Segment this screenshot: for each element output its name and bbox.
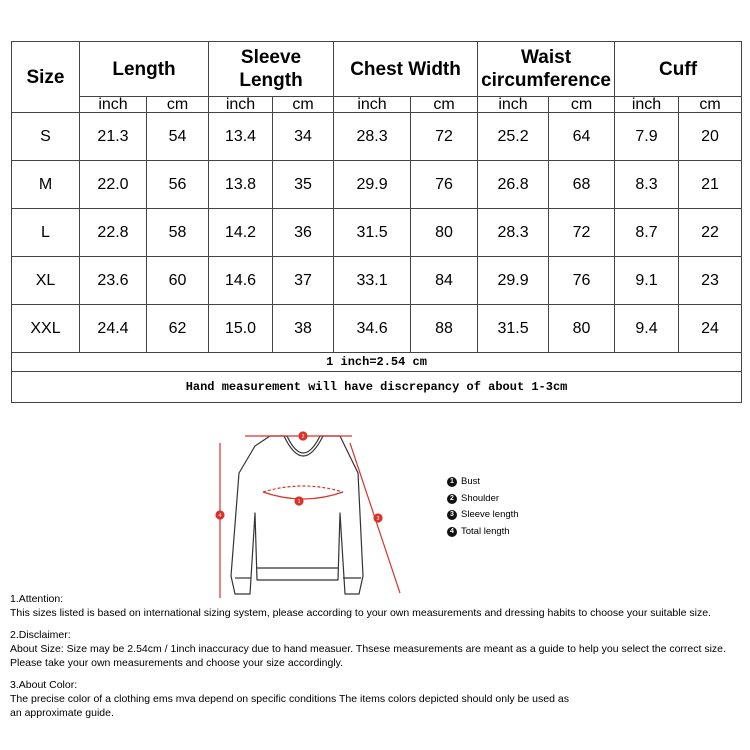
header-sleeve-length: Sleeve Length: [209, 42, 334, 97]
measurement-cell: 23.6: [80, 257, 147, 305]
svg-text:2: 2: [301, 434, 305, 440]
measurement-cell: 34: [273, 113, 334, 161]
size-row: [12, 305, 742, 353]
measurement-cell: 84: [411, 257, 478, 305]
svg-text:4: 4: [218, 513, 222, 519]
measurement-cell: 34.6: [334, 305, 411, 353]
measurement-cell: 37: [273, 257, 334, 305]
measurement-cell: 15.0: [209, 305, 273, 353]
measurement-cell: 76: [411, 161, 478, 209]
measurement-cell: 29.9: [334, 161, 411, 209]
measurement-cell: 29.9: [478, 257, 549, 305]
number-badge-icon: 3: [447, 510, 457, 520]
notes-section: [10, 592, 745, 720]
measurement-cell: 21.3: [80, 113, 147, 161]
size-label: S: [12, 113, 80, 161]
unit-cm: cm: [679, 97, 742, 113]
measurement-cell: 54: [147, 113, 209, 161]
conversion-note: 1 inch=2.54 cm: [12, 353, 742, 372]
measurement-cell: 22.8: [80, 209, 147, 257]
measurement-cell: 13.8: [209, 161, 273, 209]
size-row: [12, 209, 742, 257]
measurement-cell: 28.3: [478, 209, 549, 257]
measurement-cell: 20: [679, 113, 742, 161]
legend-item-sleeve-length: [447, 507, 519, 524]
legend-item-bust: [447, 474, 519, 491]
measurement-cell: 72: [411, 113, 478, 161]
size-rows: [12, 113, 742, 353]
header-waist-circumference: Waist circumference: [478, 42, 615, 97]
note-text: This sizes listed is based on international sizing system, please according to your own measurements and dressing habits to choose your suitable size.: [10, 607, 711, 619]
measurement-cell: 62: [147, 305, 209, 353]
measurement-cell: 33.1: [334, 257, 411, 305]
measurement-cell: 24: [679, 305, 742, 353]
legend-item-total-length: [447, 524, 519, 541]
unit-cm: cm: [411, 97, 478, 113]
measurement-cell: 28.3: [334, 113, 411, 161]
note-text: an approximate guide.: [10, 707, 114, 719]
number-badge-icon: 4: [447, 527, 457, 537]
measurement-cell: 21: [679, 161, 742, 209]
header-cuff: Cuff: [615, 42, 742, 97]
measurement-cell: 80: [411, 209, 478, 257]
svg-text:1: 1: [297, 499, 301, 505]
legend-item-shoulder: [447, 491, 519, 508]
size-label: L: [12, 209, 80, 257]
size-label: XXL: [12, 305, 80, 353]
measurement-cell: 38: [273, 305, 334, 353]
legend-label: Total length: [461, 525, 510, 537]
measurement-cell: 14.6: [209, 257, 273, 305]
unit-cm: cm: [147, 97, 209, 113]
size-label: XL: [12, 257, 80, 305]
header-length: Length: [80, 42, 209, 97]
header-chest-width: Chest Width: [334, 42, 478, 97]
unit-cm: cm: [273, 97, 334, 113]
measurement-cell: 13.4: [209, 113, 273, 161]
size-chart-table: [11, 41, 742, 403]
size-label: M: [12, 161, 80, 209]
measurement-cell: 56: [147, 161, 209, 209]
measurement-cell: 36: [273, 209, 334, 257]
size-row: [12, 113, 742, 161]
header-size: Size: [12, 42, 80, 113]
measurement-legend: [447, 474, 519, 540]
note-text: About Size: Size may be 2.54cm / 1inch inaccuracy due to hand measuer. Thsese measurements are meant as a guide to help you select the correct size.: [10, 643, 726, 655]
measurement-cell: 7.9: [615, 113, 679, 161]
unit-inch: inch: [334, 97, 411, 113]
measurement-cell: 23: [679, 257, 742, 305]
measurement-cell: 88: [411, 305, 478, 353]
measurement-cell: 35: [273, 161, 334, 209]
measurement-cell: 9.4: [615, 305, 679, 353]
legend-label: Sleeve length: [461, 509, 519, 520]
measurement-cell: 60: [147, 257, 209, 305]
measurement-cell: 80: [549, 305, 615, 353]
unit-inch: inch: [209, 97, 273, 113]
note-title-about-color: 3.About Color:: [10, 679, 78, 691]
unit-inch: inch: [478, 97, 549, 113]
measurement-cell: 8.3: [615, 161, 679, 209]
measurement-cell: 24.4: [80, 305, 147, 353]
measurement-cell: 31.5: [478, 305, 549, 353]
size-row: [12, 257, 742, 305]
measurement-cell: 76: [549, 257, 615, 305]
number-badge-icon: 1: [447, 477, 457, 487]
unit-inch: inch: [80, 97, 147, 113]
legend-label: Bust: [461, 476, 481, 487]
note-text: Please take your own measurements and choose your size accordingly.: [10, 657, 344, 669]
measurement-cell: 26.8: [478, 161, 549, 209]
legend-label: Shoulder: [461, 492, 500, 504]
unit-cm: cm: [549, 97, 615, 113]
measurement-cell: 22: [679, 209, 742, 257]
note-title-disclaimer: 2.Disclaimer:: [10, 629, 71, 641]
measurement-cell: 25.2: [478, 113, 549, 161]
number-badge-icon: 2: [447, 494, 457, 504]
unit-inch: inch: [615, 97, 679, 113]
measurement-cell: 68: [549, 161, 615, 209]
measurement-cell: 72: [549, 209, 615, 257]
discrepancy-note: Hand measurement will have discrepancy of about 1-3cm: [12, 372, 742, 403]
measurement-cell: 64: [549, 113, 615, 161]
size-row: [12, 161, 742, 209]
measurement-cell: 9.1: [615, 257, 679, 305]
note-title-attention: 1.Attention:: [10, 593, 64, 605]
measurement-cell: 14.2: [209, 209, 273, 257]
svg-text:3: 3: [376, 516, 380, 522]
measurement-cell: 58: [147, 209, 209, 257]
unit-row: [12, 97, 742, 113]
measurement-cell: 22.0: [80, 161, 147, 209]
measurement-cell: 31.5: [334, 209, 411, 257]
measurement-cell: 8.7: [615, 209, 679, 257]
note-text: The precise color of a clothing ems mva depend on specific conditions The items colors depicted should only be used as: [10, 693, 569, 705]
